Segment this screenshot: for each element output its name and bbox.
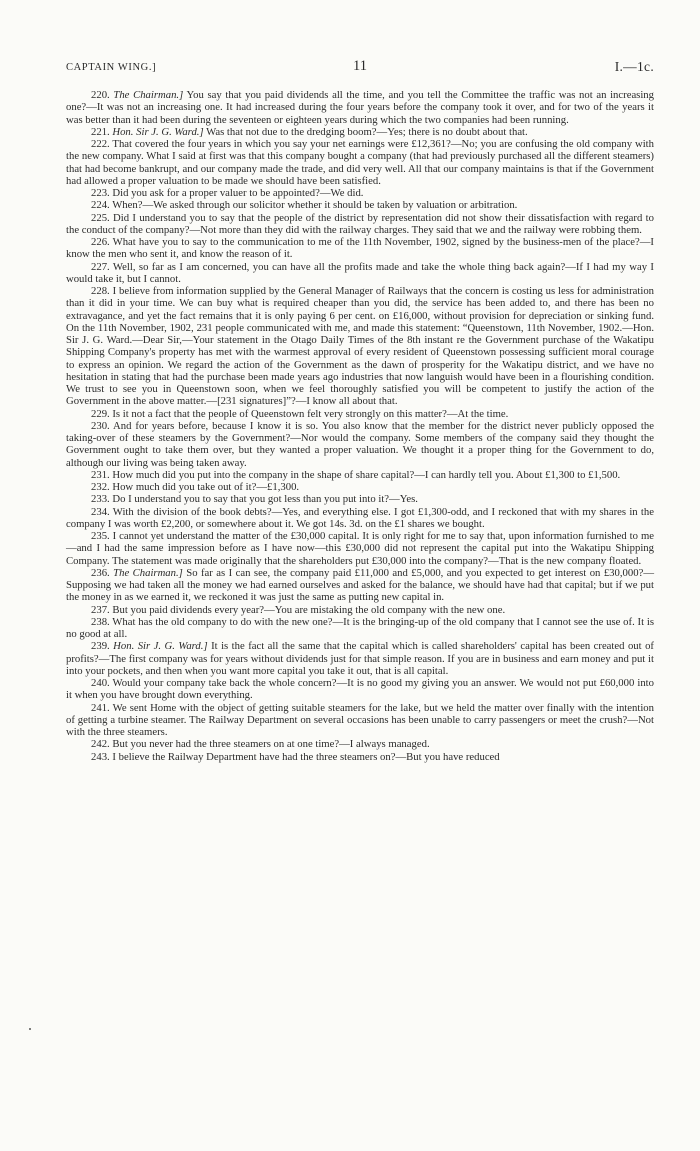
question-number: 226.	[91, 236, 110, 248]
question-number: 238.	[91, 615, 110, 628]
paragraph-text: But you never had the three steamers on at one time?—I always managed.	[112, 738, 430, 751]
paragraph-text: Was that not due to the dredging boom?—Yes; there is no doubt about that.	[203, 125, 528, 138]
paragraph-text: We sent Home with the object of getting suitable steamers for the lake, but we held the matter over finally with the intention of getting a turbine steamer. The Railway Department on several occasions has been unable to carry passengers or meet the crush?—Not with the three steamers.	[66, 701, 654, 738]
question-number: 242.	[91, 738, 110, 751]
paragraph-text: How much did you put into the company in the shape of share capital?—I can hardly tell you. About £1,300 to £1,500.	[112, 468, 621, 481]
question-number: 239.	[91, 640, 110, 653]
evidence-paragraph	[66, 89, 654, 126]
evidence-paragraph	[66, 199, 654, 211]
question-number: 237.	[91, 603, 110, 616]
question-number: 234.	[91, 505, 110, 518]
question-number: 221.	[91, 125, 110, 138]
paragraph-text: Did you ask for a proper valuer to be appointed?—We did.	[112, 187, 364, 199]
speaker-label: Hon. Sir J. G. Ward.]	[112, 125, 204, 138]
question-number: 232.	[91, 481, 110, 493]
question-number: 235.	[91, 530, 110, 542]
evidence-paragraph	[66, 506, 654, 531]
evidence-paragraph	[66, 677, 654, 702]
question-number: 229.	[91, 407, 110, 420]
question-number: 240.	[91, 677, 110, 689]
paragraph-text: But you paid dividends every year?—You are mistaking the old company with the new one.	[112, 603, 506, 616]
page-number: 11	[353, 58, 367, 74]
evidence-paragraph	[66, 481, 654, 493]
evidence-paragraph	[66, 493, 654, 505]
evidence-paragraph	[66, 640, 654, 677]
paragraph-text: Well, so far as I am concerned, you can have all the profits made and take the whole thing back again?—If I had my way I would take it, but I cannot.	[66, 260, 654, 285]
evidence-paragraph	[66, 261, 654, 286]
evidence-paragraph	[66, 408, 654, 420]
evidence-paragraph	[66, 138, 654, 187]
speaker-label: Hon. Sir J. G. Ward.]	[113, 640, 208, 653]
paragraph-text: Do I understand you to say that you got less than you put into it?—Yes.	[112, 493, 418, 506]
page-header	[66, 58, 654, 78]
paragraph-text: Did I understand you to say that the people of the district by representation did not show their dissatisfaction with regard to the conduct of the company?—Not more than they did with the railway charges. They said that we and the railway were robbing them.	[66, 211, 654, 236]
paragraph-text: That covered the four years in which you say your net earnings were £12,361?—No; you are confusing the old company with the new company. What I said at first was that this company bought a company (that had previously purchased all the different steamers) that had become bankrupt, and our company made the trade, and did very well. All that our company maintains is that if the Government had allowed a proper valuation to be made we should have been satisfied.	[66, 138, 654, 187]
evidence-body	[66, 89, 654, 763]
speaker-label: The Chairman.]	[113, 89, 184, 101]
evidence-paragraph	[66, 567, 654, 604]
paragraph-text: With the division of the book debts?—Yes, and everything else. I got £1,300-odd, and I reckoned that with my shares in the company I was worth £2,200, or somewhere about it. We got 14s. 3d. on the £1 shares we bought.	[66, 505, 654, 530]
paragraph-text: So far as I can see, the company paid £11,000 and £5,000, and you expected to get interest on £30,000?—Supposing we had taken all the money we had earned ourselves and asked for the balance, we should have had that capital; but if we put the money in as we earned it, we reckoned it was just the same as putting new capital in.	[66, 566, 655, 604]
paragraph-text: How much did you take out of it?—£1,300.	[112, 481, 300, 493]
paragraph-text: And for years before, because I know it is so. You also know that the member for the district never publicly opposed the taking-over of these steamers by the Government?—Nor would the company. Some members of the company said they thought the Government ought to take them over, but they wanted a proper valuation. We thought it a proper thing for the Government to do, although our living was being taken away.	[66, 419, 654, 469]
question-number: 230.	[91, 419, 110, 432]
question-number: 227.	[91, 260, 110, 273]
evidence-paragraph	[66, 751, 654, 763]
evidence-paragraph	[66, 530, 654, 567]
question-number: 223.	[91, 187, 110, 199]
evidence-paragraph	[66, 285, 654, 408]
question-number: 228.	[91, 285, 110, 297]
evidence-paragraph	[66, 212, 654, 237]
question-number: 236.	[91, 566, 110, 579]
speaker-label: The Chairman.]	[113, 566, 183, 579]
paragraph-text: What has the old company to do with the new one?—It is the bringing-up of the old company that I cannot see the use of. It is no good at all.	[66, 615, 654, 640]
evidence-paragraph	[66, 702, 654, 739]
evidence-paragraph	[66, 420, 654, 469]
question-number: 233.	[91, 493, 110, 506]
evidence-paragraph	[66, 604, 654, 616]
running-head-witness: CAPTAIN WING.]	[66, 62, 157, 73]
paragraph-text: What have you to say to the communication to me of the 11th November, 1902, signed by the business-men of the place?—I know the men who sent it, and know the reason of it.	[66, 236, 654, 261]
paper-reference: I.—1c.	[614, 59, 654, 74]
question-number: 231.	[91, 468, 110, 481]
evidence-paragraph	[66, 469, 654, 481]
question-number: 220.	[91, 89, 110, 101]
paragraph-text: It is the fact all the same that the capital which is called shareholders' capital has been created out of profits?—The first company was for years without dividends just for that simple reason. If you are in business and earn money and put it into your pockets, and then when you want more capital you take it out, that is all capital.	[66, 640, 654, 677]
paragraph-text: I believe the Railway Department have had the three steamers on?—But you have reduced	[112, 750, 500, 763]
question-number: 243.	[91, 750, 110, 763]
margin-mark	[29, 1028, 31, 1030]
paragraph-text: You say that you paid dividends all the time, and you tell the Committee the traffic was not an increasing one?—It was not an increasing one. It had increased during the four years before the company took it over, and for two of the years it was better than it had been during the seventeen or eighteen years during which the two companies had been running.	[66, 89, 654, 126]
paragraph-text: When?—We asked through our solicitor whether it should be taken by valuation or arbitration.	[112, 199, 518, 212]
evidence-paragraph	[66, 738, 654, 750]
evidence-paragraph	[66, 616, 654, 641]
evidence-paragraph	[66, 236, 654, 261]
paragraph-text: Would your company take back the whole concern?—It is no good my giving you an answer. We would not put £60,000 into it when you have brought down everything.	[66, 677, 654, 702]
evidence-paragraph	[66, 187, 654, 199]
question-number: 224.	[91, 199, 110, 212]
paragraph-text: Is it not a fact that the people of Queenstown felt very strongly on this matter?—At the time.	[112, 407, 509, 420]
question-number: 241.	[91, 701, 110, 714]
paragraph-text: I cannot yet understand the matter of the £30,000 capital. It is only right for me to say that, upon information furnished to me—and I had the same impression before as I have now—this £30,000 did not represent the capital put into the Wakatipu Shipping Company. The statement was made originally that the shareholders put £30,000 into the company?—That is the new company floated.	[66, 530, 655, 567]
question-number: 225.	[91, 211, 110, 224]
question-number: 222.	[91, 138, 110, 150]
paragraph-text: I believe from information supplied by the General Manager of Railways that the concern is costing us less for administration than it did in your time. We can buy what is required cheaper than you did, the service has been added to, and there has been no extravagance, and yet the fact remains that it is only paying 6 per cent. on £16,000, without provision for depreciation or sinking fund. On the 11th November, 1902, 231 people communicated with me, and made this statement: “Queenstown, 11th November, 1902.—Hon. Sir J. G. Ward.—Dear Sir,—Your statement in the Otago Daily Times of the 8th instant re the Government purchase of the Wakatipu Shipping Company's property has met with the warmest approval of every resident of Queenstown possessing sufficient moral courage to express an opinion. We regard the action of the Government as the dawn of prosperity for the Wakatipu district, and we have no hesitation in stating that had the purchase been made years ago industries that now languish would have been in a flourishing condition. We trust to see you in Queenstown soon, when we feel thoroughly satisfied you will be competent to justify the action of the Government in the above matter.—[231 signatures]”?—I know all about that.	[66, 285, 655, 408]
evidence-paragraph	[66, 126, 654, 138]
